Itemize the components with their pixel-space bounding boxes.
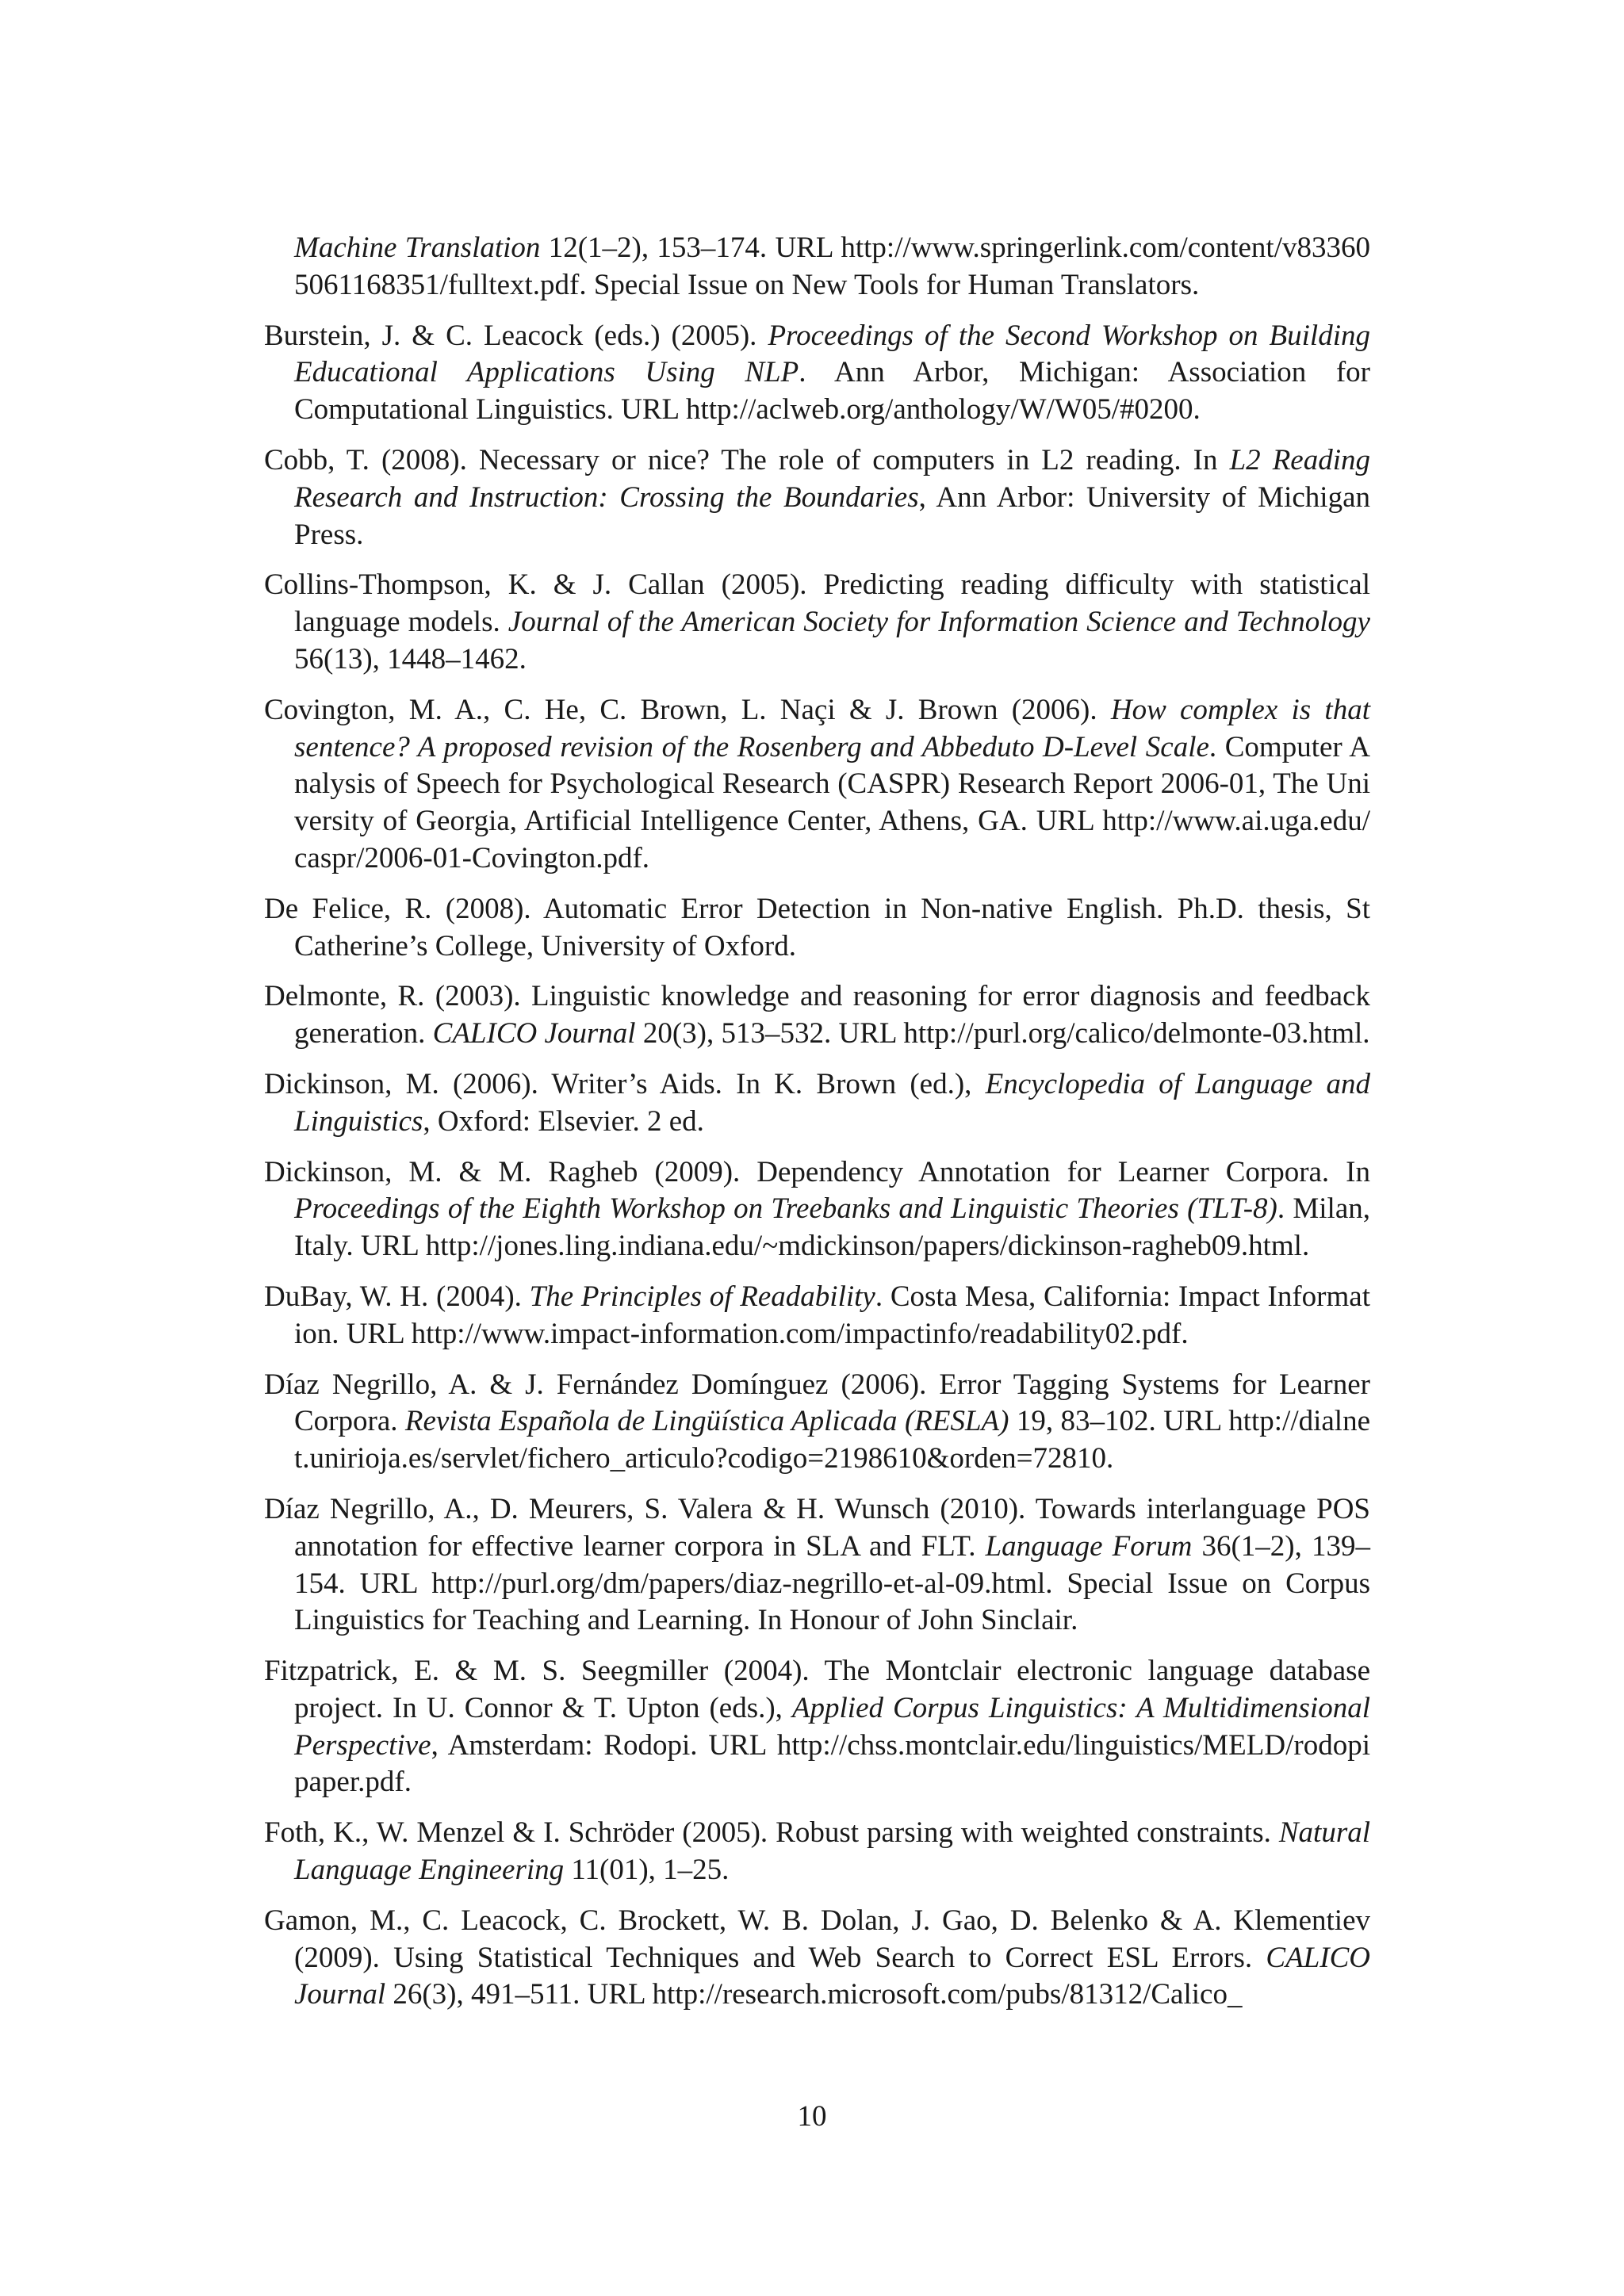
reference-details: 20(3), 513–532. URL http://purl.org/calico/delmonte-03.html. [635, 1017, 1370, 1050]
reference-authors: Covington, M. A., C. He, C. Brown, L. Naçi & J. Brown (2006). [264, 693, 1111, 726]
reference-authors: Burstein, J. & C. Leacock (eds.) (2005). [264, 319, 768, 352]
reference-authors: Foth, K., W. Menzel & I. Schröder (2005). Robust parsing with weighted constraints. [264, 1816, 1279, 1850]
reference-entry [264, 1279, 1370, 1353]
reference-authors: Collins-Thompson, K. & J. Callan (2005). Predicting reading difficulty with statistical language models. [264, 568, 1370, 639]
reference-entry [264, 1491, 1370, 1640]
reference-details: 56(13), 1448–1462. [294, 642, 527, 675]
reference-authors: Dickinson, M. & M. Ragheb (2009). Dependency Annotation for Learner Corpora. In [264, 1155, 1370, 1188]
reference-details: . Ann Arbor, Michigan: Association for Computational Linguistics. URL http://aclweb.org/anthology/W/W05/#0200. [294, 356, 1370, 427]
reference-authors: Dickinson, M. (2006). Writer’s Aids. In K. Brown (ed.), [264, 1067, 986, 1100]
reference-entry [264, 978, 1370, 1053]
reference-title: The Principles of Readability [529, 1280, 875, 1313]
reference-details: 11(01), 1–25. [564, 1854, 730, 1887]
reference-title: Journal of the American Society for Information Science and Technology [508, 606, 1370, 639]
reference-entry [264, 692, 1370, 878]
reference-details: , Ann Arbor: University of Michigan Press. [294, 480, 1370, 551]
reference-entry [264, 1903, 1370, 2014]
reference-entry [264, 1066, 1370, 1141]
reference-title: Encyclopedia of Language and Linguistics [294, 1067, 1370, 1138]
reference-details: . Milan, Italy. URL http://jones.ling.indiana.edu/~mdickinson/papers/dickinson-ragheb09.html. [294, 1192, 1370, 1263]
reference-details: 12(1–2), 153–174. URL http://www.springerlink.com/content/v833605061168351/fulltext.pdf. Special Issue on New Tools for Human Translators. [294, 232, 1370, 301]
reference-title: Proceedings of the Eighth Workshop on Treebanks and Linguistic Theories (TLT-8) [294, 1192, 1277, 1226]
reference-details: 19, 83–102. URL http://dialnet.unirioja.es/servlet/fichero_articulo?codigo=2198610&orden=72810. [294, 1405, 1370, 1475]
reference-title: How complex is that sentence? A proposed revision of the Rosenberg and Abbeduto D-Level Scale [294, 693, 1370, 763]
reference-authors: Díaz Negrillo, A. & J. Fernández Domínguez (2006). Error Tagging Systems for Learner Corpora. [264, 1368, 1370, 1438]
reference-authors: Fitzpatrick, E. & M. S. Seegmiller (2004). The Montclair electronic language database project. In U. Connor & T. Upton (eds.), [264, 1655, 1370, 1724]
reference-title: L2 Reading Research and Instruction: Crossing the Boundaries [294, 443, 1370, 514]
reference-details: 26(3), 491–511. URL http://research.microsoft.com/pubs/81312/Calico_ [385, 1978, 1243, 2011]
reference-details: , Oxford: Elsevier. 2 ed. [423, 1104, 704, 1138]
reference-title: CALICO Journal [294, 1941, 1370, 2011]
reference-details: , Amsterdam: Rodopi. URL http://chss.montclair.edu/linguistics/MELD/rodopipaper.pdf. [294, 1728, 1370, 1799]
reference-authors: DuBay, W. H. (2004). [264, 1280, 530, 1313]
reference-entry [264, 891, 1370, 966]
reference-authors: Díaz Negrillo, A., D. Meurers, S. Valera & H. Wunsch (2010). Towards interlanguage POS annotation for effective learner corpora in SLA and FLT. [264, 1492, 1370, 1563]
reference-details: . Computer Analysis of Speech for Psychological Research (CASPR) Research Report 2006-01, The University of Georgia, Artificial Intelligence Center, Athens, GA. URL http://www.ai.uga.edu/caspr/2006-01-Covington.pdf. [294, 730, 1370, 874]
reference-authors: Gamon, M., C. Leacock, C. Brockett, W. B. Dolan, J. Gao, D. Belenko & A. Klementiev (2009). Using Statistical Techniques and Web Search to Correct ESL Errors. [264, 1904, 1370, 1974]
reference-entry [264, 230, 1370, 304]
reference-entry [264, 1653, 1370, 1801]
reference-title: Applied Corpus Linguistics: A Multidimensional Perspective [294, 1691, 1370, 1762]
reference-title: Proceedings of the Second Workshop on Building Educational Applications Using NLP [294, 319, 1370, 389]
reference-title: Natural Language Engineering [294, 1816, 1370, 1887]
reference-title: CALICO Journal [432, 1017, 636, 1050]
reference-entry [264, 442, 1370, 553]
reference-entry [264, 1367, 1370, 1478]
reference-title: Revista Española de Lingüística Aplicada (RESLA) [404, 1405, 1009, 1438]
reference-entry [264, 1815, 1370, 1889]
page-number: 10 [797, 2100, 827, 2133]
reference-authors: De Felice, R. (2008). Automatic Error Detection in Non-native English. Ph.D. thesis, St Catherine’s College, University of Oxford. [264, 892, 1370, 962]
reference-authors: Delmonte, R. (2003). Linguistic knowledge and reasoning for error diagnosis and feedback generation. [264, 980, 1370, 1050]
reference-entry [264, 318, 1370, 429]
reference-title: Machine Translation [294, 232, 541, 264]
reference-entry [264, 1154, 1370, 1265]
reference-details: . Costa Mesa, California: Impact Information. URL http://www.impact-information.com/impactinfo/readability02.pdf. [294, 1280, 1370, 1350]
reference-authors: Cobb, T. (2008). Necessary or nice? The role of computers in L2 reading. In [264, 443, 1230, 476]
reference-entry [264, 567, 1370, 678]
reference-details: 36(1–2), 139–154. URL http://purl.org/dm/papers/diaz-negrillo-et-al-09.html. Special Issue on Corpus Linguistics for Teaching and Learning. In Honour of John Sinclair. [294, 1529, 1370, 1637]
reference-title: Language Forum [985, 1529, 1193, 1563]
reference-list [264, 230, 1370, 2027]
